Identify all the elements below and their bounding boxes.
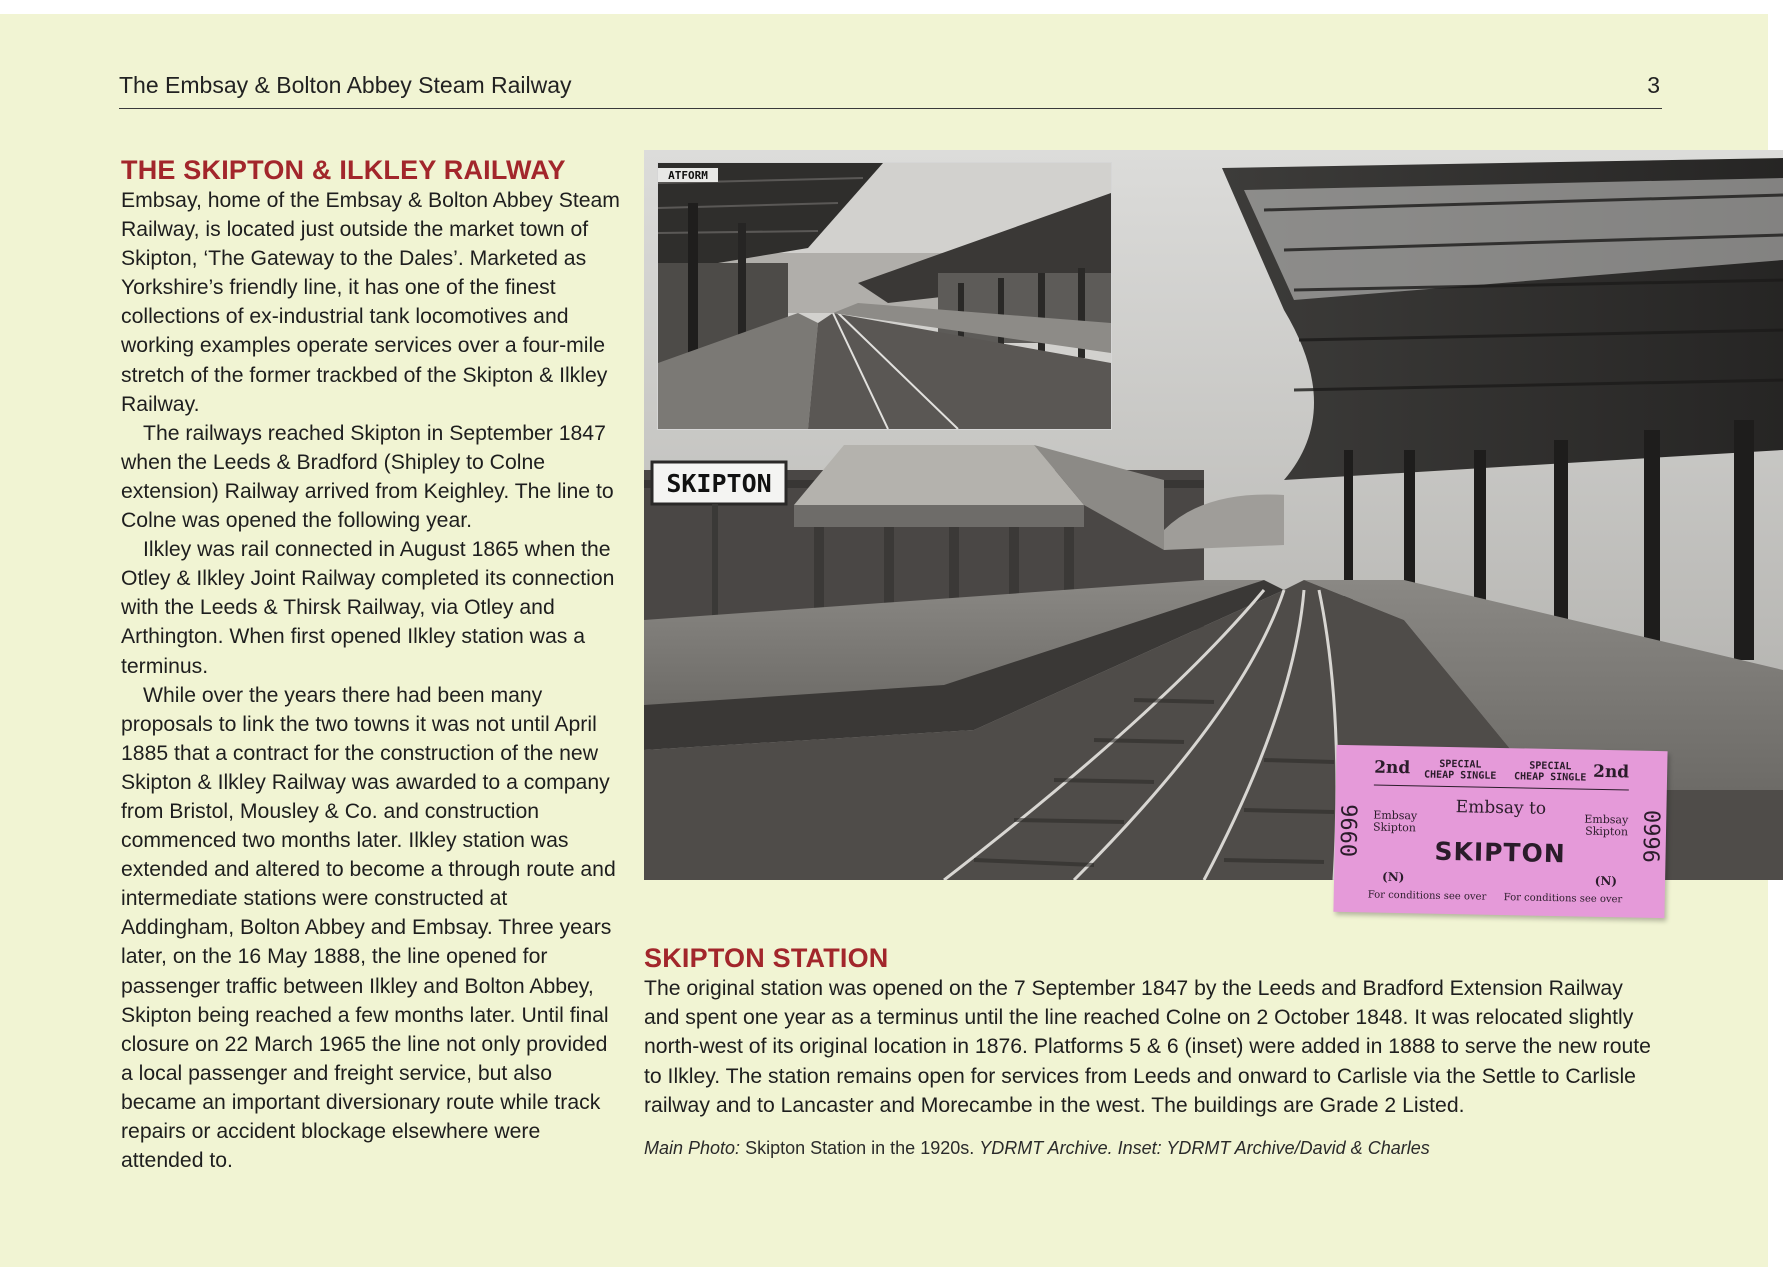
ticket-number-left-text: 0996 bbox=[1337, 803, 1364, 857]
paragraph: Ilkley was rail connected in August 1865 when the Otley & Ilkley Joint Railway completed its connection with the Leeds & Thirsk Railway, via Otley and Arthington. When first opened Ilkley station was a terminus. bbox=[121, 538, 615, 678]
platform-sign: ATFORM bbox=[668, 169, 708, 182]
ticket-class-right: 2nd bbox=[1592, 761, 1630, 783]
left-column bbox=[121, 154, 621, 1175]
railway-ticket bbox=[1333, 745, 1667, 918]
inset-photo-platforms bbox=[658, 163, 1111, 429]
ticket-destination: SKIPTON bbox=[1434, 836, 1566, 869]
paragraph: While over the years there had been many proposals to link the two towns it was not until April 1885 that a contract for the construction of the new Skipton & Ilkley Railway was awarded to a company from Bristol, Mousley & Co. and construction commenced two months later. Ilkley station was extended and altered to become a through route and intermediate stations were constructed at Addingham, Bolton Abbey and Embsay. Three years later, on the 16 May 1888, the line opened for passenger traffic between Ilkley and Bolton Abbey, Skipton being reached a few months later. Until final closure on 22 March 1965 the line not only provided a local passenger and freight service, but also became an important diversionary route while track repairs or accident blockage elsewhere were attended to. bbox=[121, 683, 616, 1173]
ticket-conditions-right: For conditions see over bbox=[1503, 892, 1623, 906]
running-title: The Embsay & Bolton Abbey Steam Railway bbox=[119, 72, 572, 98]
paragraph: The original station was opened on the 7 September 1847 by the Leeds and Bradford Extension Railway and spent one year as a terminus until the line reached Colne on 2 October 1848. It was relocated slightly north-west of its original location in 1876. Platforms 5 & 6 (inset) were added in 1888 to serve the new route to Ilkley. The station remains open for services from Leeds and onward to Carlisle via the Settle to Carlisle railway and to Lancaster and Morecambe in the west. The buildings are Grade 2 Listed. bbox=[644, 977, 1651, 1117]
ticket-fare-right: SPECIAL CHEAP SINGLE bbox=[1513, 760, 1587, 784]
paragraph: The railways reached Skipton in September 1847 when the Leeds & Bradford (Shipley to Colne extension) Railway arrived from Keighley. The line to Colne was opened the following year. bbox=[121, 421, 614, 533]
ticket-number-left bbox=[1336, 765, 1366, 896]
caption-text: Skipton Station in the 1920s. bbox=[745, 1138, 975, 1159]
ticket-route: Embsay to bbox=[1455, 797, 1547, 819]
ticket-divider bbox=[1374, 785, 1629, 791]
ticket-from-left: Embsay Skipton bbox=[1372, 808, 1418, 835]
ticket-number-right bbox=[1635, 771, 1665, 902]
ticket-class-left: 2nd bbox=[1374, 757, 1411, 779]
ticket-from-right: Embsay Skipton bbox=[1584, 812, 1629, 839]
section-title-skipton-ilkley: THE SKIPTON & ILKLEY RAILWAY bbox=[121, 155, 566, 185]
paragraph: Embsay, home of the Embsay & Bolton Abbey Steam Railway, is located just outside the market town of Skipton, ‘The Gateway to the Dales’. Marketed as Yorkshire’s friendly line, it has one of the finest collections of ex-industrial tank locomotives and working examples operate services over a four-mile stretch of the former trackbed of the Skipton & Ilkley Railway. bbox=[121, 189, 620, 416]
ticket-fare-left: SPECIAL CHEAP SINGLE bbox=[1423, 758, 1497, 782]
section-title-skipton-station: SKIPTON STATION bbox=[644, 943, 889, 973]
caption-label: Main Photo: bbox=[644, 1138, 741, 1159]
ticket-number-right-text: 0996 bbox=[1637, 809, 1664, 863]
running-header bbox=[119, 62, 1662, 109]
right-column bbox=[644, 942, 1664, 1159]
ticket-code-right: (N) bbox=[1594, 873, 1618, 889]
ticket-conditions-left: For conditions see over bbox=[1367, 889, 1487, 903]
ticket-code-left: (N) bbox=[1381, 869, 1405, 885]
photo-caption bbox=[644, 1138, 1664, 1159]
platform-illustration bbox=[658, 163, 1111, 429]
article-body bbox=[121, 186, 621, 1175]
caption-credit: YDRMT Archive. Inset: YDRMT Archive/David & Charles bbox=[979, 1138, 1430, 1159]
page-number: 3 bbox=[1647, 72, 1660, 98]
station-sign: SKIPTON bbox=[666, 469, 772, 498]
station-body bbox=[644, 974, 1664, 1120]
